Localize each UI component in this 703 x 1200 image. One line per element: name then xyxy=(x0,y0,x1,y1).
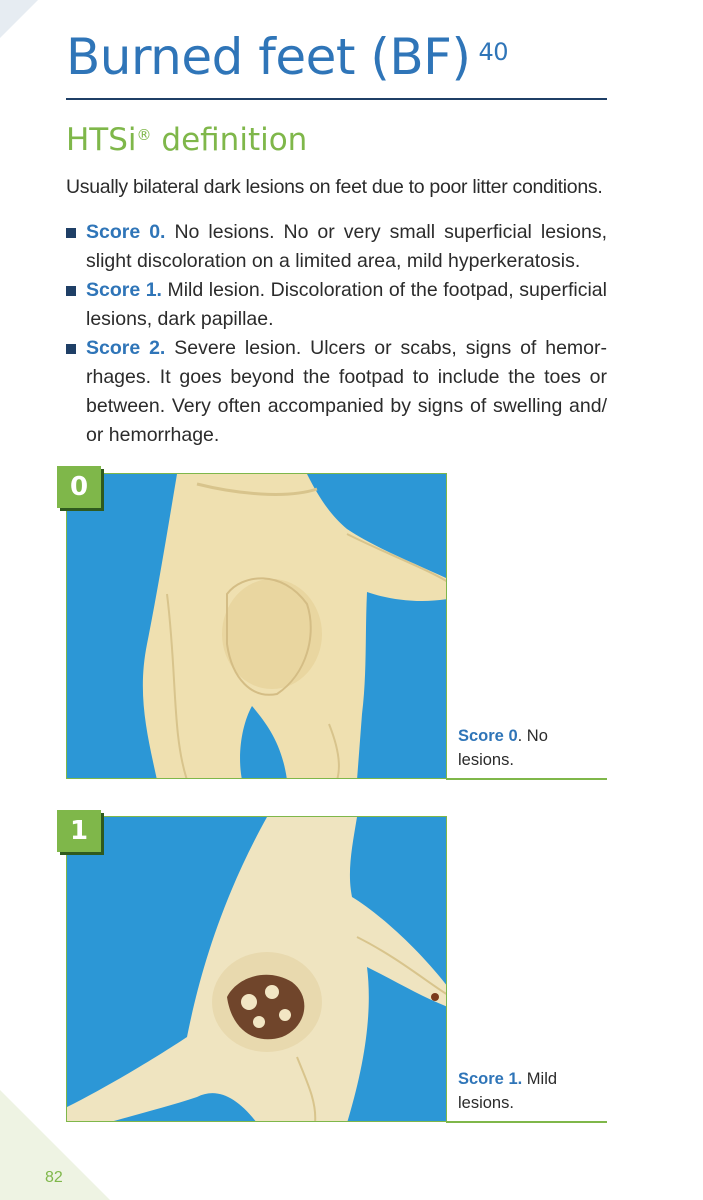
score-item-0 xyxy=(66,218,607,276)
score-item-1 xyxy=(66,276,607,334)
photo-score-1 xyxy=(66,816,447,1122)
score-label: Score 2. xyxy=(86,337,166,359)
score-badge-0: 0 xyxy=(57,466,101,508)
square-bullet-icon xyxy=(66,286,76,296)
corner-decoration-top xyxy=(0,0,38,38)
score-list xyxy=(66,218,607,450)
reference-number: 40 xyxy=(478,38,508,66)
caption-label: Score 1. xyxy=(458,1070,523,1088)
registered-mark: ® xyxy=(136,126,152,144)
caption-label: Score 0 xyxy=(458,727,518,745)
caption-text: Mild lesions. xyxy=(458,1070,558,1112)
title-divider xyxy=(66,98,607,100)
caption-text: . No lesions. xyxy=(458,727,548,769)
page-number: 82 xyxy=(45,1169,63,1186)
photo-score-0 xyxy=(66,473,447,779)
figure-caption-1 xyxy=(458,1067,607,1115)
page-title xyxy=(66,28,508,86)
figure-caption-0 xyxy=(458,724,607,772)
score-badge-1: 1 xyxy=(57,810,101,852)
foot-photo-illustration xyxy=(67,474,447,779)
caption-divider xyxy=(446,778,607,780)
section-heading-text: HTSi xyxy=(66,122,137,158)
square-bullet-icon xyxy=(66,228,76,238)
intro-paragraph: Usually bilateral dark lesions on feet due to poor litter conditions. xyxy=(66,176,603,198)
square-bullet-icon xyxy=(66,344,76,354)
section-heading xyxy=(66,122,307,158)
score-description: Mild lesion. Discoloration of the footpad, superficial lesions, dark papillae. xyxy=(86,279,607,330)
page-title-text: Burned feet (BF) xyxy=(66,28,471,86)
score-description: Severe lesion. Ulcers or scabs, signs of hemor-rhages. It goes beyond the footpad to include the toes or between. Very often accompanied by signs of swelling and/ or hemorrhage. xyxy=(86,337,607,446)
score-label: Score 0. xyxy=(86,221,166,243)
score-label: Score 1. xyxy=(86,279,162,301)
score-item-2 xyxy=(66,334,607,450)
foot-photo-illustration xyxy=(67,817,447,1122)
score-description: No lesions. No or very small superficial lesions, slight discoloration on a limited area, mild hyperkeratosis. xyxy=(86,221,607,272)
section-heading-rest: definition xyxy=(151,122,308,158)
caption-divider xyxy=(446,1121,607,1123)
